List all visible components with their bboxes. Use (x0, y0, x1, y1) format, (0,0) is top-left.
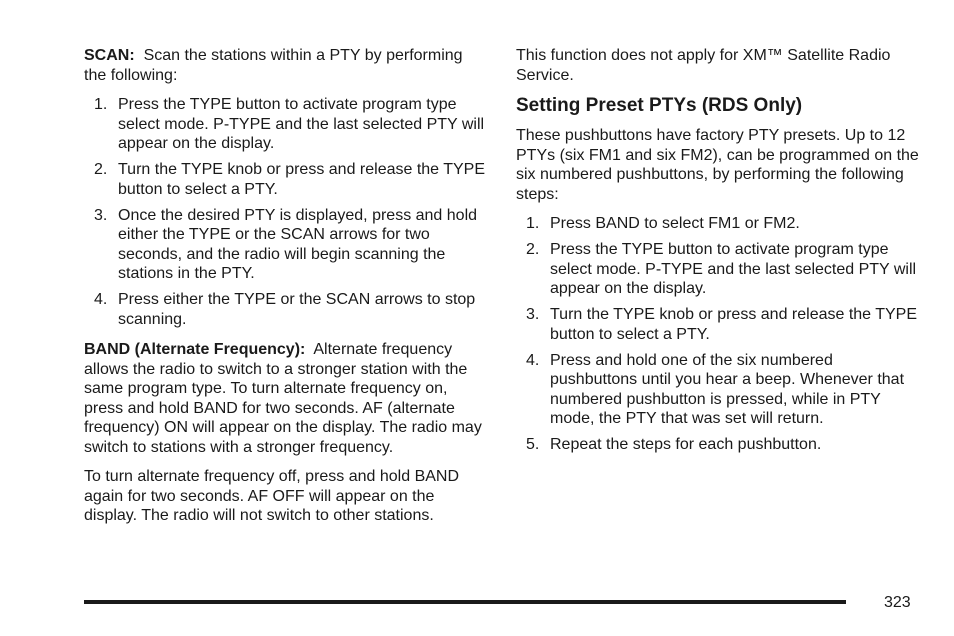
step-number: 5. (526, 436, 540, 453)
intro-paragraph: These pushbuttons have factory PTY presets. Up to 12 PTYs (six FM1 and six FM2), can be programmed on the six numbered pushbuttons, by performing the following steps: (516, 127, 919, 203)
list-item (516, 435, 920, 455)
band-text: Alternate frequency allows the radio to switch to a stronger station with the same program type. To turn alternate frequency on, press and hold BAND for two seconds. AF (alternate frequency) ON will appear on the display. The radio may switch to stations with a stronger frequency. (84, 341, 482, 456)
af-off-paragraph: To turn alternate frequency off, press and hold BAND again for two seconds. AF OFF will appear on the display. The radio will not switch to other stations. (84, 468, 460, 524)
step-text: Press either the TYPE or the SCAN arrows to stop scanning. (118, 291, 476, 328)
scan-paragraph (84, 46, 486, 85)
footer-rule (84, 600, 846, 604)
step-text: Press the TYPE button to activate program type select mode. P-TYPE and the last selected PTY will appear on the display. (118, 96, 485, 152)
list-item (516, 214, 920, 234)
step-text: Press BAND to select FM1 or FM2. (550, 215, 800, 232)
step-number: 3. (94, 206, 108, 224)
scan-label: SCAN: (84, 47, 135, 64)
scan-steps-list (84, 95, 486, 329)
step-number: 1. (526, 215, 540, 232)
step-number: 2. (526, 241, 540, 258)
preset-steps-list (516, 214, 920, 455)
left-column (84, 46, 486, 536)
list-item (516, 240, 920, 299)
step-text: Press and hold one of the six numbered pushbuttons until you hear a beep. Whenever that numbered pushbutton is pressed, while in PTY mode, the PTY that was set will return. (550, 351, 905, 427)
list-item (84, 160, 486, 199)
list-item (516, 351, 920, 429)
list-item (84, 95, 486, 154)
step-number: 3. (526, 306, 540, 323)
section-heading: Setting Preset PTYs (RDS Only) (516, 95, 803, 116)
step-number: 1. (94, 96, 108, 113)
band-label: BAND (Alternate Frequency): (84, 341, 306, 358)
step-text: Repeat the steps for each pushbutton. (550, 436, 822, 453)
right-column (516, 46, 920, 466)
step-number: 4. (526, 351, 540, 369)
step-text: Once the desired PTY is displayed, press and hold either the TYPE or the SCAN arrows for two seconds, and the radio will begin scanning the stations in the PTY. (118, 206, 478, 282)
band-paragraph (84, 340, 486, 457)
step-text: Press the TYPE button to activate program type select mode. P-TYPE and the last selected PTY will appear on the display. (550, 241, 917, 297)
list-item (516, 305, 920, 344)
scan-text: Scan the stations within a PTY by performing the following: (84, 47, 463, 84)
xm-note: This function does not apply for XM™ Satellite Radio Service. (516, 47, 891, 84)
list-item (84, 206, 486, 284)
step-number: 2. (94, 161, 108, 178)
page-number: 323 (884, 594, 911, 611)
list-item (84, 290, 486, 329)
step-number: 4. (94, 291, 108, 308)
step-text: Turn the TYPE knob or press and release the TYPE button to select a PTY. (550, 306, 918, 343)
step-text: Turn the TYPE knob or press and release the TYPE button to select a PTY. (118, 161, 486, 198)
